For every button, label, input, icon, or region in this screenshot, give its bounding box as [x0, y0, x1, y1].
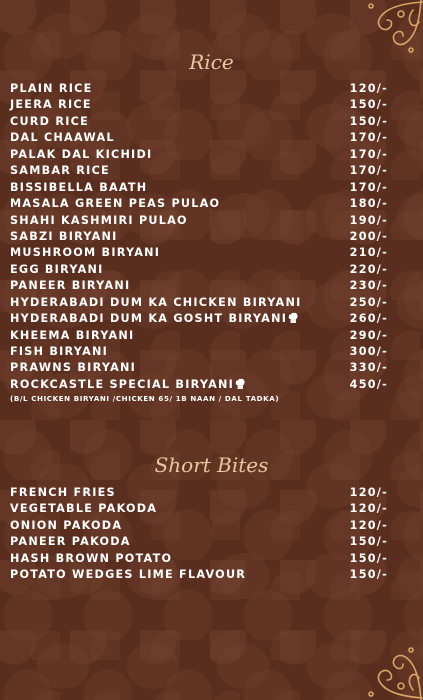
menu-item-name-text: JEERA RICE [10, 98, 92, 112]
menu-item-name [10, 229, 118, 245]
menu-item-price: 330/- [349, 361, 388, 375]
menu-item-name [10, 501, 157, 517]
menu-item-row [10, 147, 388, 163]
menu-item-row [10, 377, 388, 393]
menu-item-name-text: PANEER BIRYANI [10, 279, 131, 293]
section-title-short-bites: Short Bites [154, 453, 269, 477]
menu-item-price: 120/- [349, 82, 388, 95]
menu-item-price: 150/- [349, 551, 388, 565]
menu-item-name-text: SABZI BIRYANI [10, 229, 118, 243]
menu-item-row [10, 114, 388, 130]
menu-item-name-text: SAMBAR RICE [10, 164, 110, 178]
menu-item-price: 150/- [349, 98, 388, 112]
menu-item-price: 150/- [349, 114, 388, 128]
menu-item-name-text: ONION PAKODA [10, 518, 123, 532]
menu-item-name-text: SHAHI KASHMIRI PULAO [10, 213, 188, 227]
menu-item-name-text: PALAK DAL KICHIDI [10, 147, 153, 161]
menu-item-row [10, 551, 388, 567]
short-bites-menu-list [10, 485, 388, 584]
menu-item-price: 150/- [349, 535, 388, 549]
menu-item-row [10, 213, 388, 229]
menu-item-price: 260/- [349, 312, 388, 326]
menu-item-row [10, 534, 388, 550]
menu-item-name [10, 180, 147, 196]
menu-item-name [10, 213, 188, 229]
menu-item-name [10, 81, 93, 97]
menu-item-price: 300/- [349, 345, 388, 358]
menu-item-row [10, 567, 388, 583]
menu-item-name [10, 278, 130, 294]
menu-item-price: 290/- [349, 328, 388, 342]
floral-corner-icon [353, 630, 423, 700]
menu-item-name-text: PLAIN RICE [10, 82, 93, 95]
menu-item-name [10, 147, 152, 163]
menu-item-name [10, 130, 115, 146]
menu-item-row [10, 229, 388, 245]
menu-item-price: 180/- [349, 197, 388, 211]
menu-item-row [10, 360, 388, 376]
menu-item-name-text: MUSHROOM BIRYANI [10, 246, 161, 260]
chef-hat-icon [235, 378, 245, 390]
menu-item-price: 170/- [349, 147, 388, 161]
chef-hat-icon [288, 312, 298, 324]
menu-item-price: 170/- [349, 164, 388, 178]
special-biryani-note: (B/L CHICKEN BIRYANI /CHICKEN 65/ 1B NAAN / DAL TADKA) [10, 394, 280, 403]
menu-item-name-text: PRAWNS BIRYANI [10, 361, 137, 375]
menu-item-row [10, 180, 388, 196]
section-title-rice: Rice [189, 50, 234, 74]
menu-item-price: 220/- [349, 262, 388, 276]
menu-item-name [10, 262, 104, 278]
menu-item-name [10, 311, 298, 327]
menu-item-row [10, 295, 388, 311]
menu-item-name [10, 344, 108, 360]
menu-item-price: 190/- [349, 213, 388, 227]
menu-item-name [10, 360, 136, 376]
menu-item-price: 450/- [349, 377, 388, 391]
menu-item-row [10, 262, 388, 278]
menu-item-name [10, 534, 131, 550]
menu-item-name [10, 114, 89, 130]
menu-item-name [10, 551, 172, 567]
menu-item-name [10, 196, 220, 212]
menu-item-name [10, 485, 116, 501]
menu-item-row [10, 278, 388, 294]
menu-item-name [10, 377, 245, 393]
menu-item-name-text: HYDERABADI DUM KA CHICKEN BIRYANI [10, 295, 302, 309]
menu-item-name-text: ROCKCASTLE SPECIAL BIRYANI [10, 377, 235, 391]
menu-item-row [10, 81, 388, 97]
menu-item-price: 200/- [349, 229, 388, 243]
menu-item-name-text: PANEER PAKODA [10, 535, 131, 549]
menu-item-price: 120/- [349, 518, 388, 532]
menu-item-name-text: VEGETABLE PAKODA [10, 502, 158, 516]
menu-item-row [10, 163, 388, 179]
menu-item-row [10, 130, 388, 146]
menu-item-row [10, 485, 388, 501]
menu-item-name-text: EGG BIRYANI [10, 262, 104, 276]
menu-item-name-text: CURD RICE [10, 114, 89, 128]
menu-item-row [10, 196, 388, 212]
menu-item-name-text: POTATO WEDGES LIME FLAVOUR [10, 568, 247, 582]
menu-item-name-text: FISH BIRYANI [10, 345, 109, 358]
menu-item-name-text: HASH BROWN POTATO [10, 551, 173, 565]
menu-item-row [10, 501, 388, 517]
menu-item-price: 210/- [349, 246, 388, 260]
menu-item-name [10, 163, 110, 179]
menu-item-name [10, 295, 302, 311]
menu-item-price: 150/- [349, 568, 388, 582]
menu-item-price: 120/- [349, 502, 388, 516]
menu-item-row [10, 311, 388, 327]
menu-item-name [10, 328, 134, 344]
menu-item-row [10, 344, 388, 360]
menu-item-price: 170/- [349, 131, 388, 145]
menu-item-row [10, 97, 388, 113]
menu-item-name-text: MASALA GREEN PEAS PULAO [10, 197, 221, 211]
menu-item-row [10, 518, 388, 534]
menu-item-name [10, 567, 246, 583]
menu-item-price: 120/- [349, 486, 388, 499]
menu-item-name-text: BISSIBELLA BAATH [10, 180, 148, 194]
menu-item-name [10, 97, 92, 113]
menu-item-name [10, 518, 122, 534]
menu-item-price: 250/- [349, 295, 388, 309]
menu-item-name-text: HYDERABADI DUM KA GOSHT BIRYANI [10, 312, 288, 326]
menu-item-row [10, 245, 388, 261]
menu-item-row [10, 328, 388, 344]
menu-item-name [10, 245, 160, 261]
menu-item-price: 230/- [349, 279, 388, 293]
rice-menu-list [10, 81, 388, 393]
menu-item-name-text: KHEEMA BIRYANI [10, 328, 135, 342]
menu-item-price: 170/- [349, 180, 388, 194]
menu-item-name-text: DAL CHAAWAL [10, 131, 115, 145]
menu-item-name-text: FRENCH FRIES [10, 486, 116, 499]
